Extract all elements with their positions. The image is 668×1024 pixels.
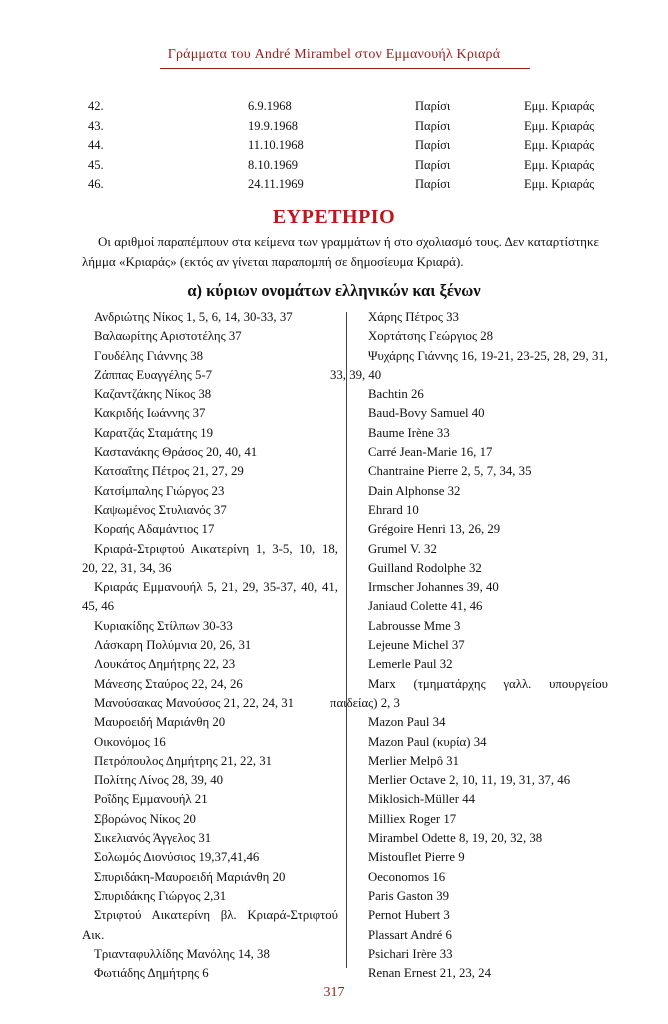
index-entry: Merlier Octave 2, 10, 11, 19, 31, 37, 46 (368, 773, 571, 788)
index-entry: Φωτιάδης Δημήτρης 6 (94, 966, 209, 981)
index-entry: Σπυριδάκης Γιώργος 2,31 (94, 888, 227, 903)
letter-number: 42. (88, 99, 104, 113)
index-entry: Μανούσακας Μανούσος 21, 22, 24, 31 (94, 695, 295, 710)
index-entry: Baud-Bovy Samuel 40 (368, 406, 485, 421)
letter-row (88, 97, 628, 117)
index-entry: Ροΐδης Εμμανουήλ 21 (94, 792, 208, 807)
index-entry: Mazon Paul 34 (368, 715, 446, 730)
letter-row (88, 117, 628, 137)
index-entry: Λάσκαρη Πολύμνια 20, 26, 31 (94, 638, 252, 653)
index-entry: Τριανταφυλλίδης Μανόλης 14, 38 (94, 946, 270, 961)
index-entry: Labrousse Mme 3 (368, 618, 461, 633)
letter-recipient: Εμμ. Κριαράς (524, 138, 595, 152)
letter-date: 6.9.1968 (248, 99, 292, 113)
index-entry: Dain Alphonse 32 (368, 483, 461, 498)
letter-number: 45. (88, 157, 104, 172)
index-title: ΕΥΡΕΤΗΡΙΟ (272, 206, 396, 228)
index-entry: Bachtin 26 (368, 387, 424, 402)
letter-row (88, 175, 628, 195)
index-entry: Grégoire Henri 13, 26, 29 (368, 522, 501, 537)
index-entry: Κριαρά-Στριφτού Αικατερίνη 1, 3-5, 10, 18, 20, 22, 31, 34, 36 (82, 541, 338, 575)
index-entry: Baume Irène 33 (368, 425, 450, 440)
index-entry: Renan Ernest 21, 23, 24 (368, 966, 491, 981)
index-subheading: α) κύριων ονομάτων ελληνικών και ξένων (187, 281, 481, 300)
index-entry: Κριαράς Εμμανουήλ 5, 21, 29, 35-37, 40, 41, 45, 46 (82, 580, 338, 614)
letter-number: 44. (88, 138, 104, 152)
index-entry: Σβορώνος Νίκος 20 (94, 811, 196, 826)
index-entry: Πολίτης Λίνος 28, 39, 40 (94, 773, 224, 788)
index-entry: Καψωμένος Στυλιανός 37 (94, 502, 227, 517)
letter-place: Παρίσι (415, 138, 451, 152)
index-entry: Σολωμός Διονύσιος 19,37,41,46 (94, 850, 260, 865)
index-entry: Ehrard 10 (368, 502, 419, 517)
index-entry: Guilland Rodolphe 32 (368, 560, 482, 575)
index-right-column (330, 308, 608, 983)
index-entry: Καζαντζάκης Νίκος 38 (94, 387, 212, 402)
letter-recipient: Εμμ. Κριαράς (524, 118, 595, 133)
letter-place: Παρίσι (415, 177, 451, 191)
index-entry: Irmscher Johannes 39, 40 (368, 580, 499, 595)
index-entry: Miklosich-Müller 44 (368, 792, 475, 807)
index-entry: Merlier Melpô 31 (368, 753, 459, 768)
index-entry: Mirambel Odette 8, 19, 20, 32, 38 (368, 831, 543, 846)
letter-date: 11.10.1968 (248, 138, 304, 152)
index-entry: Plassart André 6 (368, 927, 452, 942)
letter-place: Παρίσι (415, 118, 451, 133)
index-entry: Milliex Roger 17 (368, 811, 457, 826)
index-entry: Γουδέλης Γιάννης 38 (94, 348, 204, 363)
index-entry: Κυριακίδης Στίλπων 30-33 (94, 618, 233, 633)
index-entry: Οικονόμος 16 (94, 734, 166, 749)
running-head (0, 47, 668, 63)
index-entry: Mistouflet Pierre 9 (368, 850, 465, 865)
index-entry: Lejeune Michel 37 (368, 638, 465, 653)
index-entry: Στριφτού Αικατερίνη βλ. Κριαρά-Στριφτού Αικ. (82, 908, 338, 942)
index-entry: Λουκάτος Δημήτρης 22, 23 (94, 657, 236, 672)
letters-table (88, 97, 628, 195)
index-entry: Ζάππας Ευαγγέλης 5-7 (94, 367, 213, 382)
index-entry: Marx (τμηματάρχης γαλλ. υπουργείου παιδείας) 2, 3 (330, 676, 608, 710)
letter-row (88, 136, 628, 156)
running-title: Γράμματα του André Mirambel στον Εμμανουήλ Κριαρά (167, 47, 501, 62)
index-entry: Σικελιανός Άγγελος 31 (94, 831, 212, 846)
index-entry: Ανδριώτης Νίκος 1, 5, 6, 14, 30-33, 37 (94, 310, 293, 324)
index-intro: Οι αριθμοί παραπέμπουν στα κείμενα των γραμμάτων ή στο σχολιασμό τους. Δεν καταρτίστηκε λήμμα «Κριαράς» (εκτός αν γίνεται παραπομπή σε δημοσίευμα Κριαρά). (82, 234, 599, 269)
index-entry: Βαλαωρίτης Αριστοτέλης 37 (94, 329, 242, 344)
index-entry: Σπυριδάκη-Μαυροειδή Μαριάνθη 20 (94, 869, 286, 884)
index-entry: Mazon Paul (κυρία) 34 (368, 734, 487, 749)
index-entry: Oeconomos 16 (368, 869, 446, 884)
index-entry: Lemerle Paul 32 (368, 657, 453, 672)
letter-recipient: Εμμ. Κριαράς (524, 157, 595, 172)
index-entry: Κακριδής Ιωάννης 37 (94, 406, 206, 421)
index-entry: Μαυροειδή Μαριάνθη 20 (94, 715, 226, 730)
index-entry: Καστανάκης Θράσος 20, 40, 41 (94, 445, 258, 460)
index-entry: Grumel V. 32 (368, 541, 437, 556)
index-entry: Janiaud Colette 41, 46 (368, 599, 483, 614)
index-entry: Κοραής Αδαμάντιος 17 (94, 522, 215, 537)
letter-recipient: Εμμ. Κριαράς (524, 99, 595, 113)
index-entry: Paris Gaston 39 (368, 888, 450, 903)
letter-place: Παρίσι (415, 99, 451, 113)
letter-row (88, 156, 628, 176)
index-entry: Ψυχάρης Γιάννης 16, 19-21, 23-25, 28, 29, 31, 33, 39, 40 (330, 348, 608, 382)
letter-date: 24.11.1969 (248, 177, 304, 191)
index-entry: Μάνεσης Σταύρος 22, 24, 26 (94, 676, 243, 691)
running-head-rule (160, 68, 530, 69)
index-entry: Carré Jean-Marie 16, 17 (368, 445, 493, 460)
letter-number: 46. (88, 177, 104, 191)
page-number: 317 (323, 985, 345, 1000)
index-entry: Χορτάτσης Γεώργιος 28 (368, 329, 494, 344)
letter-date: 19.9.1968 (248, 118, 298, 133)
index-entry: Καρατζάς Σταμάτης 19 (94, 425, 214, 440)
index-entry: Κατσίμπαλης Γιώργος 23 (94, 483, 225, 498)
letter-place: Παρίσι (415, 157, 451, 172)
index-entry: Πετρόπουλος Δημήτρης 21, 22, 31 (94, 753, 273, 768)
index-left-column (82, 308, 338, 983)
index-entry: Chantraine Pierre 2, 5, 7, 34, 35 (368, 464, 532, 479)
index-entry: Χάρης Πέτρος 33 (368, 310, 459, 324)
letter-recipient: Εμμ. Κριαράς (524, 177, 595, 191)
letter-number: 43. (88, 118, 104, 133)
letter-date: 8.10.1969 (248, 157, 298, 172)
index-entry: Κατσαΐτης Πέτρος 21, 27, 29 (94, 464, 244, 479)
index-entry: Psichari Irère 33 (368, 946, 453, 961)
index-entry: Pernot Hubert 3 (368, 908, 450, 923)
